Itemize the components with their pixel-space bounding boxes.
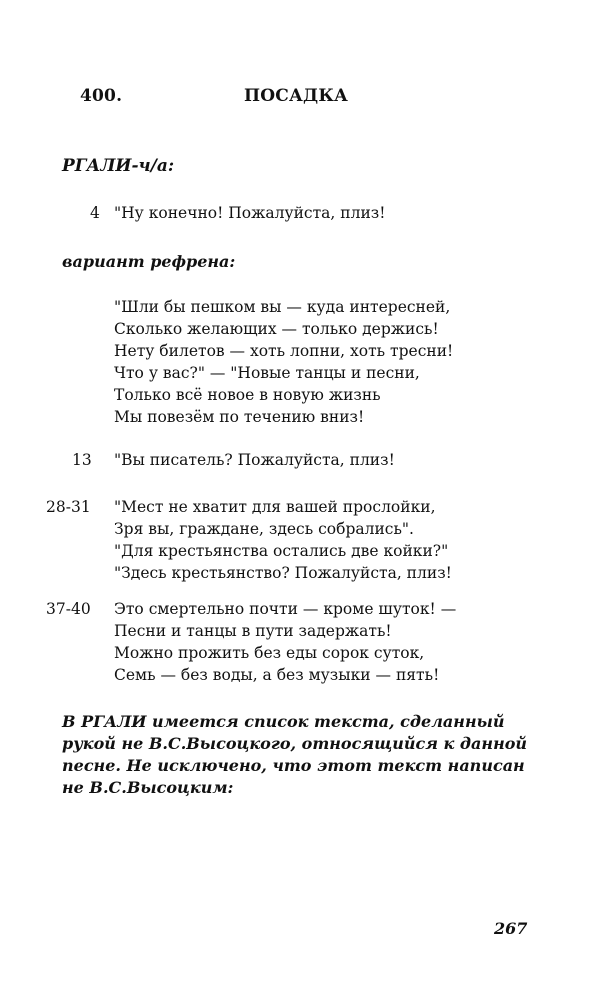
note-line: В РГАЛИ имеется список текста, сделанный bbox=[62, 712, 505, 731]
note-line: не В.С.Высоцким: bbox=[62, 778, 234, 797]
refrain-line: "Шли бы пешком вы — куда интересней, bbox=[114, 298, 451, 316]
line-number-28-31: 28-31 bbox=[46, 498, 91, 516]
refrain-line: Сколько желающих — только держись! bbox=[114, 320, 439, 338]
refrain-line: Только всё новое в новую жизнь bbox=[114, 386, 381, 404]
line-number-13: 13 bbox=[72, 451, 92, 469]
stanza-line: Песни и танцы в пути задержать! bbox=[114, 622, 392, 640]
variant-line-13: "Вы писатель? Пожалуйста, плиз! bbox=[114, 451, 395, 469]
song-number: 400. bbox=[80, 86, 123, 106]
refrain-line: Нету билетов — хоть лопни, хоть тресни! bbox=[114, 342, 454, 360]
stanza-line: "Для крестьянства остались две койки?" bbox=[114, 542, 449, 560]
stanza-28-31 bbox=[114, 496, 452, 584]
stanza-line: Семь — без воды, а без музыки — пять! bbox=[114, 666, 440, 684]
refrain-line: Мы повезём по течению вниз! bbox=[114, 408, 365, 426]
source-label: РГАЛИ-ч/а: bbox=[62, 156, 175, 176]
line-number-4: 4 bbox=[90, 204, 100, 222]
editorial-note bbox=[62, 711, 532, 799]
variant-line-4: "Ну конечно! Пожалуйста, плиз! bbox=[114, 204, 386, 222]
refrain-block bbox=[114, 296, 453, 428]
stanza-line: Зря вы, граждане, здесь собрались". bbox=[114, 520, 414, 538]
stanza-37-40 bbox=[114, 598, 456, 686]
line-number-37-40: 37-40 bbox=[46, 600, 91, 618]
variant-label: вариант рефрена: bbox=[62, 252, 236, 271]
refrain-line: Что у вас?" — "Новые танцы и песни, bbox=[114, 364, 420, 382]
note-line: рукой не В.С.Высоцкого, относящийся к данной bbox=[62, 734, 528, 753]
page-number: 267 bbox=[494, 919, 528, 938]
stanza-line: Можно прожить без еды сорок суток, bbox=[114, 644, 425, 662]
song-title: ПОСАДКА bbox=[244, 86, 349, 106]
stanza-line: Это смертельно почти — кроме шуток! — bbox=[114, 600, 457, 618]
note-line: песне. Не исключено, что этот текст написан bbox=[62, 756, 525, 775]
stanza-line: "Здесь крестьянство? Пожалуйста, плиз! bbox=[114, 564, 452, 582]
stanza-line: "Мест не хватит для вашей прослойки, bbox=[114, 498, 436, 516]
